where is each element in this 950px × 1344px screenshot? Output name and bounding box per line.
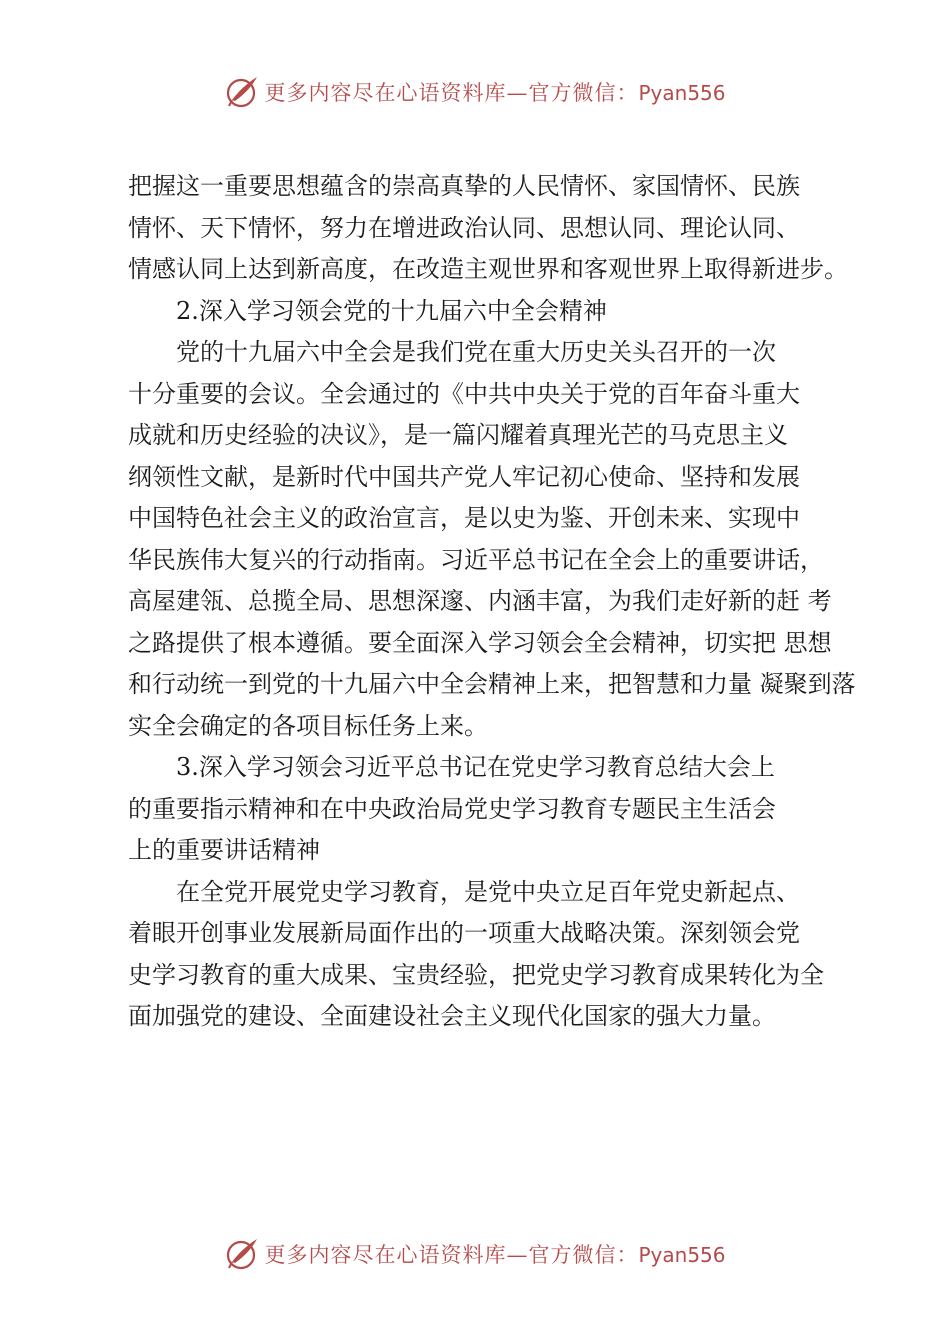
footer-banner-label: 更多内容尽在心语资料库—官方微信：: [264, 1243, 639, 1267]
text-line: 纲领性文献，是新时代中国共产党人牢记初心使命、坚持和发展: [128, 462, 800, 491]
text-line: 2.深入学习领会党的十九届六中全会精神: [176, 296, 607, 325]
header-banner-text: [264, 77, 725, 107]
header-wechat-id: Pyan556: [638, 81, 726, 105]
text-line: 情感认同上达到新高度，在改造主观世界和客观世界上取得新进步。: [128, 255, 848, 283]
text-line: 上的重要讲话精神: [128, 836, 320, 864]
text-line: 实全会确定的各项目标任务上来。: [128, 711, 488, 740]
header-banner-label: 更多内容尽在心语资料库—官方微信：: [264, 81, 639, 105]
footer-banner: [0, 1234, 950, 1274]
text-line: 的重要指示精神和在中央政治局党史学习教育专题民主生活会: [128, 794, 776, 823]
text-line: 面加强党的建设、全面建设社会主义现代化国家的强大力量。: [128, 1002, 776, 1030]
text-line: 史学习教育的重大成果、宝贵经验，把党史学习教育成果转化为全: [128, 960, 824, 989]
text-line: 把握这一重要思想蕴含的崇高真挚的人民情怀、家国情怀、民族: [128, 172, 800, 200]
text-line: 党的十九届六中全会是我们党在重大历史关头召开的一次: [176, 338, 776, 366]
header-banner: [0, 72, 950, 112]
text-line: 高屋建瓴、总揽全局、思想深邃、内涵丰富，为我们走好新的赶 考: [128, 587, 832, 615]
text-line: 华民族伟大复兴的行动指南。习近平总书记在全会上的重要讲话，: [128, 545, 824, 574]
text-line: 和行动统一到党的十九届六中全会精神上来，把智慧和力量 凝聚到落: [128, 670, 856, 698]
footer-banner-text: [264, 1239, 725, 1269]
text-line: 情怀、天下情怀，努力在增进政治认同、思想认同、理论认同、: [128, 213, 800, 242]
quill-pen-logo-icon: [224, 1236, 260, 1272]
text-line: 中国特色社会主义的政治宣言，是以史为鉴、开创未来、实现中: [128, 504, 800, 532]
quill-pen-logo-icon: [224, 74, 260, 110]
text-line: 十分重要的会议。全会通过的《中共中央关于党的百年奋斗重大: [128, 379, 800, 408]
document-body: [128, 166, 868, 1038]
text-line: 3.深入学习领会习近平总书记在党史学习教育总结大会上: [176, 753, 775, 781]
text-line: 在全党开展党史学习教育，是党中央立足百年党史新起点、: [176, 877, 800, 906]
text-line: 之路提供了根本遵循。要全面深入学习领会全会精神，切实把 思想: [128, 628, 832, 657]
footer-wechat-id: Pyan556: [638, 1243, 726, 1267]
text-line: 着眼开创事业发展新局面作出的一项重大战略决策。深刻领会党: [128, 919, 800, 947]
text-line: 成就和历史经验的决议》，是一篇闪耀着真理光芒的马克思主义: [128, 421, 788, 449]
